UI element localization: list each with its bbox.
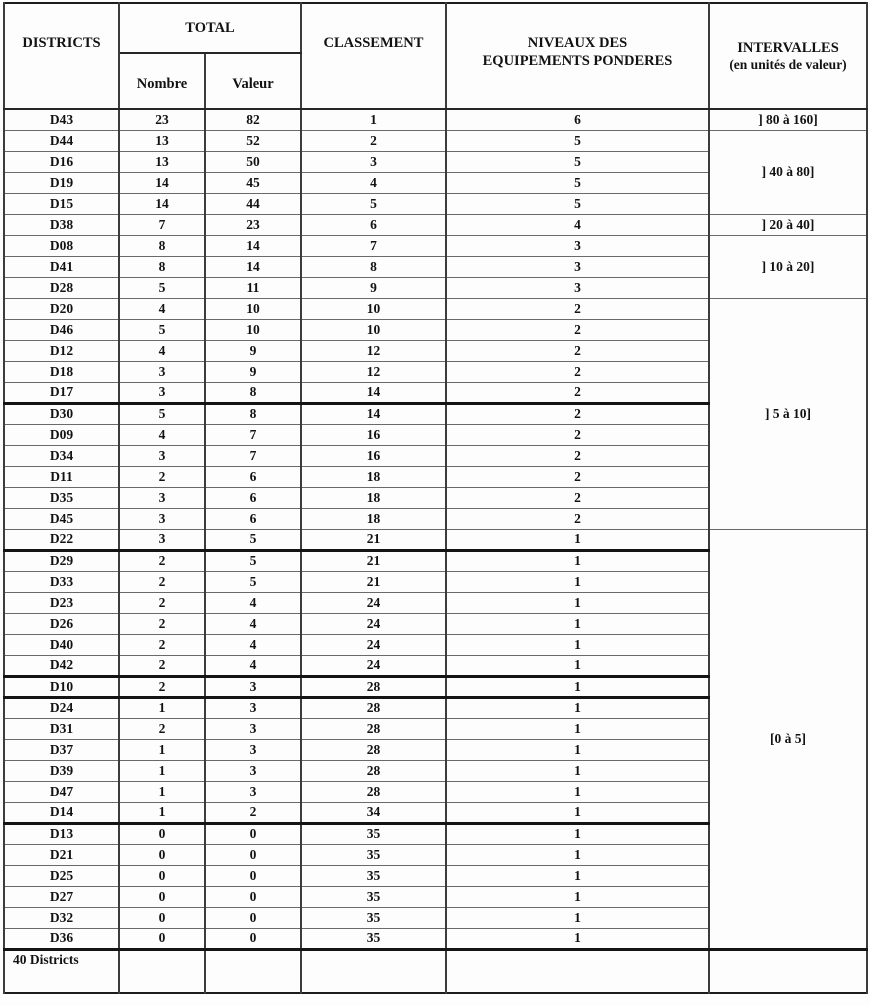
classement-cell: 35	[301, 886, 446, 907]
classement-cell: 9	[301, 277, 446, 298]
district-cell: D09	[4, 424, 119, 445]
header-classement: CLASSEMENT	[301, 3, 446, 109]
classement-cell: 28	[301, 697, 446, 718]
niveau-cell: 4	[446, 214, 709, 235]
valeur-cell: 14	[205, 235, 301, 256]
nombre-cell: 1	[119, 739, 205, 760]
district-cell: D21	[4, 844, 119, 865]
intervalle-cell: [0 à 5]	[709, 529, 867, 949]
classement-cell: 21	[301, 571, 446, 592]
valeur-cell: 11	[205, 277, 301, 298]
district-cell: D18	[4, 361, 119, 382]
nombre-cell: 3	[119, 529, 205, 550]
intervalle-cell: ] 20 à 40]	[709, 214, 867, 235]
nombre-cell: 2	[119, 718, 205, 739]
classement-cell: 18	[301, 487, 446, 508]
nombre-cell: 5	[119, 319, 205, 340]
district-cell: D39	[4, 760, 119, 781]
nombre-cell: 2	[119, 634, 205, 655]
classement-cell: 7	[301, 235, 446, 256]
classement-cell: 16	[301, 445, 446, 466]
classement-cell: 28	[301, 760, 446, 781]
niveau-cell: 1	[446, 802, 709, 823]
district-cell: D30	[4, 403, 119, 424]
district-cell: D10	[4, 676, 119, 697]
valeur-cell: 82	[205, 109, 301, 130]
niveau-cell: 1	[446, 550, 709, 571]
intervalle-cell: ] 10 à 20]	[709, 235, 867, 298]
niveau-cell: 1	[446, 634, 709, 655]
valeur-cell: 0	[205, 865, 301, 886]
district-cell: D33	[4, 571, 119, 592]
nombre-cell: 2	[119, 550, 205, 571]
valeur-cell: 14	[205, 256, 301, 277]
district-cell: D46	[4, 319, 119, 340]
niveau-cell: 1	[446, 865, 709, 886]
classement-cell: 12	[301, 361, 446, 382]
header-row-1	[4, 3, 867, 53]
header-niveaux-line2: EQUIPEMENTS PONDERES	[482, 53, 673, 69]
classement-cell: 12	[301, 340, 446, 361]
classement-cell: 18	[301, 466, 446, 487]
nombre-cell: 4	[119, 424, 205, 445]
niveau-cell: 6	[446, 109, 709, 130]
niveau-cell: 2	[446, 445, 709, 466]
valeur-cell: 3	[205, 760, 301, 781]
intervalle-cell: ] 40 à 80]	[709, 130, 867, 214]
district-cell: D32	[4, 907, 119, 928]
header-nombre: Nombre	[119, 53, 205, 109]
valeur-cell: 3	[205, 697, 301, 718]
niveau-cell: 2	[446, 319, 709, 340]
table-row	[4, 529, 867, 550]
valeur-cell: 10	[205, 298, 301, 319]
valeur-cell: 45	[205, 172, 301, 193]
niveau-cell: 1	[446, 844, 709, 865]
classement-cell: 28	[301, 718, 446, 739]
nombre-cell: 2	[119, 613, 205, 634]
niveau-cell: 5	[446, 151, 709, 172]
nombre-cell: 1	[119, 697, 205, 718]
district-cell: D16	[4, 151, 119, 172]
niveau-cell: 1	[446, 718, 709, 739]
valeur-cell: 4	[205, 592, 301, 613]
intervalle-cell: ] 5 à 10]	[709, 298, 867, 529]
valeur-cell: 4	[205, 634, 301, 655]
table-row	[4, 109, 867, 130]
niveau-cell: 1	[446, 823, 709, 844]
valeur-cell: 4	[205, 613, 301, 634]
valeur-cell: 0	[205, 886, 301, 907]
classement-cell: 14	[301, 403, 446, 424]
classement-cell: 1	[301, 109, 446, 130]
header-intervalles	[709, 3, 867, 109]
niveau-cell: 2	[446, 298, 709, 319]
district-cell: D44	[4, 130, 119, 151]
nombre-cell: 7	[119, 214, 205, 235]
niveau-cell: 2	[446, 487, 709, 508]
niveau-cell: 1	[446, 655, 709, 676]
valeur-cell: 3	[205, 676, 301, 697]
valeur-cell: 7	[205, 424, 301, 445]
niveau-cell: 3	[446, 256, 709, 277]
district-cell: D41	[4, 256, 119, 277]
nombre-cell: 0	[119, 823, 205, 844]
niveau-cell: 1	[446, 928, 709, 949]
footer-row	[4, 949, 867, 993]
valeur-cell: 6	[205, 466, 301, 487]
district-cell: D38	[4, 214, 119, 235]
header-intervalles-sub: (en unités de valeur)	[729, 56, 847, 72]
niveau-cell: 1	[446, 907, 709, 928]
classement-cell: 6	[301, 214, 446, 235]
table-header	[4, 3, 867, 109]
district-cell: D31	[4, 718, 119, 739]
district-cell: D35	[4, 487, 119, 508]
nombre-cell: 2	[119, 655, 205, 676]
district-cell: D37	[4, 739, 119, 760]
district-cell: D14	[4, 802, 119, 823]
district-cell: D29	[4, 550, 119, 571]
valeur-cell: 44	[205, 193, 301, 214]
classement-cell: 24	[301, 634, 446, 655]
nombre-cell: 0	[119, 886, 205, 907]
valeur-cell: 9	[205, 361, 301, 382]
table-row	[4, 130, 867, 151]
table-footer	[4, 949, 867, 993]
district-cell: D47	[4, 781, 119, 802]
classement-cell: 8	[301, 256, 446, 277]
footer-total-districts: 40 Districts	[4, 949, 119, 993]
nombre-cell: 14	[119, 172, 205, 193]
nombre-cell: 2	[119, 592, 205, 613]
nombre-cell: 8	[119, 256, 205, 277]
district-cell: D13	[4, 823, 119, 844]
classement-cell: 28	[301, 676, 446, 697]
classement-cell: 4	[301, 172, 446, 193]
valeur-cell: 4	[205, 655, 301, 676]
classement-cell: 24	[301, 655, 446, 676]
niveau-cell: 1	[446, 676, 709, 697]
footer-empty-classement	[301, 949, 446, 993]
niveau-cell: 5	[446, 193, 709, 214]
nombre-cell: 3	[119, 382, 205, 403]
classement-cell: 28	[301, 739, 446, 760]
footer-empty-intervalles	[709, 949, 867, 993]
district-cell: D28	[4, 277, 119, 298]
district-cell: D42	[4, 655, 119, 676]
niveau-cell: 3	[446, 277, 709, 298]
niveau-cell: 1	[446, 613, 709, 634]
footer-empty-valeur	[205, 949, 301, 993]
valeur-cell: 0	[205, 907, 301, 928]
niveau-cell: 2	[446, 403, 709, 424]
classement-cell: 24	[301, 613, 446, 634]
district-cell: D08	[4, 235, 119, 256]
valeur-cell: 52	[205, 130, 301, 151]
valeur-cell: 6	[205, 508, 301, 529]
niveau-cell: 1	[446, 781, 709, 802]
valeur-cell: 7	[205, 445, 301, 466]
nombre-cell: 13	[119, 130, 205, 151]
nombre-cell: 23	[119, 109, 205, 130]
nombre-cell: 1	[119, 802, 205, 823]
niveau-cell: 1	[446, 529, 709, 550]
niveau-cell: 1	[446, 760, 709, 781]
nombre-cell: 3	[119, 445, 205, 466]
footer-empty-nombre	[119, 949, 205, 993]
classement-cell: 18	[301, 508, 446, 529]
valeur-cell: 0	[205, 844, 301, 865]
classement-cell: 14	[301, 382, 446, 403]
valeur-cell: 23	[205, 214, 301, 235]
district-cell: D23	[4, 592, 119, 613]
classement-cell: 16	[301, 424, 446, 445]
district-cell: D27	[4, 886, 119, 907]
valeur-cell: 3	[205, 718, 301, 739]
classement-cell: 35	[301, 823, 446, 844]
valeur-cell: 5	[205, 550, 301, 571]
district-cell: D45	[4, 508, 119, 529]
valeur-cell: 5	[205, 529, 301, 550]
nombre-cell: 8	[119, 235, 205, 256]
district-cell: D34	[4, 445, 119, 466]
district-cell: D11	[4, 466, 119, 487]
valeur-cell: 2	[205, 802, 301, 823]
district-cell: D24	[4, 697, 119, 718]
nombre-cell: 5	[119, 403, 205, 424]
classement-cell: 10	[301, 298, 446, 319]
niveau-cell: 2	[446, 361, 709, 382]
valeur-cell: 8	[205, 382, 301, 403]
niveau-cell: 1	[446, 697, 709, 718]
niveau-cell: 2	[446, 424, 709, 445]
nombre-cell: 0	[119, 844, 205, 865]
niveau-cell: 2	[446, 382, 709, 403]
district-cell: D12	[4, 340, 119, 361]
nombre-cell: 2	[119, 466, 205, 487]
district-cell: D17	[4, 382, 119, 403]
district-cell: D15	[4, 193, 119, 214]
valeur-cell: 6	[205, 487, 301, 508]
classement-cell: 3	[301, 151, 446, 172]
nombre-cell: 13	[119, 151, 205, 172]
nombre-cell: 0	[119, 928, 205, 949]
nombre-cell: 2	[119, 571, 205, 592]
district-cell: D20	[4, 298, 119, 319]
footer-empty-niveaux	[446, 949, 709, 993]
classement-cell: 24	[301, 592, 446, 613]
district-cell: D26	[4, 613, 119, 634]
valeur-cell: 8	[205, 403, 301, 424]
header-districts: DISTRICTS	[4, 3, 119, 109]
district-cell: D36	[4, 928, 119, 949]
district-cell: D22	[4, 529, 119, 550]
niveau-cell: 2	[446, 508, 709, 529]
nombre-cell: 1	[119, 760, 205, 781]
valeur-cell: 5	[205, 571, 301, 592]
classement-cell: 2	[301, 130, 446, 151]
niveau-cell: 3	[446, 235, 709, 256]
nombre-cell: 4	[119, 340, 205, 361]
niveau-cell: 2	[446, 340, 709, 361]
valeur-cell: 3	[205, 739, 301, 760]
valeur-cell: 3	[205, 781, 301, 802]
classement-cell: 35	[301, 844, 446, 865]
classement-cell: 28	[301, 781, 446, 802]
table-body	[4, 109, 867, 949]
valeur-cell: 9	[205, 340, 301, 361]
district-cell: D19	[4, 172, 119, 193]
classement-cell: 35	[301, 928, 446, 949]
classement-cell: 5	[301, 193, 446, 214]
niveau-cell: 1	[446, 571, 709, 592]
classement-cell: 35	[301, 907, 446, 928]
niveau-cell: 1	[446, 886, 709, 907]
nombre-cell: 0	[119, 865, 205, 886]
classement-cell: 10	[301, 319, 446, 340]
nombre-cell: 2	[119, 676, 205, 697]
header-total: TOTAL	[119, 3, 301, 53]
nombre-cell: 3	[119, 487, 205, 508]
nombre-cell: 14	[119, 193, 205, 214]
district-cell: D40	[4, 634, 119, 655]
niveau-cell: 1	[446, 739, 709, 760]
nombre-cell: 3	[119, 508, 205, 529]
niveau-cell: 1	[446, 592, 709, 613]
classement-cell: 21	[301, 529, 446, 550]
nombre-cell: 1	[119, 781, 205, 802]
table-row	[4, 298, 867, 319]
intervalle-cell: ] 80 à 160]	[709, 109, 867, 130]
niveau-cell: 5	[446, 130, 709, 151]
nombre-cell: 0	[119, 907, 205, 928]
classement-cell: 35	[301, 865, 446, 886]
table-row	[4, 235, 867, 256]
header-intervalles-title: INTERVALLES	[737, 39, 839, 56]
niveau-cell: 5	[446, 172, 709, 193]
nombre-cell: 4	[119, 298, 205, 319]
header-niveaux-line1: NIVEAUX DES	[527, 34, 628, 51]
district-cell: D43	[4, 109, 119, 130]
district-cell: D25	[4, 865, 119, 886]
header-niveaux	[446, 3, 709, 109]
valeur-cell: 50	[205, 151, 301, 172]
classement-cell: 21	[301, 550, 446, 571]
valeur-cell: 10	[205, 319, 301, 340]
valeur-cell: 0	[205, 823, 301, 844]
districts-classification-table	[3, 2, 868, 994]
nombre-cell: 5	[119, 277, 205, 298]
niveau-cell: 2	[446, 466, 709, 487]
table-row	[4, 214, 867, 235]
classement-cell: 34	[301, 802, 446, 823]
nombre-cell: 3	[119, 361, 205, 382]
header-valeur: Valeur	[205, 53, 301, 109]
valeur-cell: 0	[205, 928, 301, 949]
